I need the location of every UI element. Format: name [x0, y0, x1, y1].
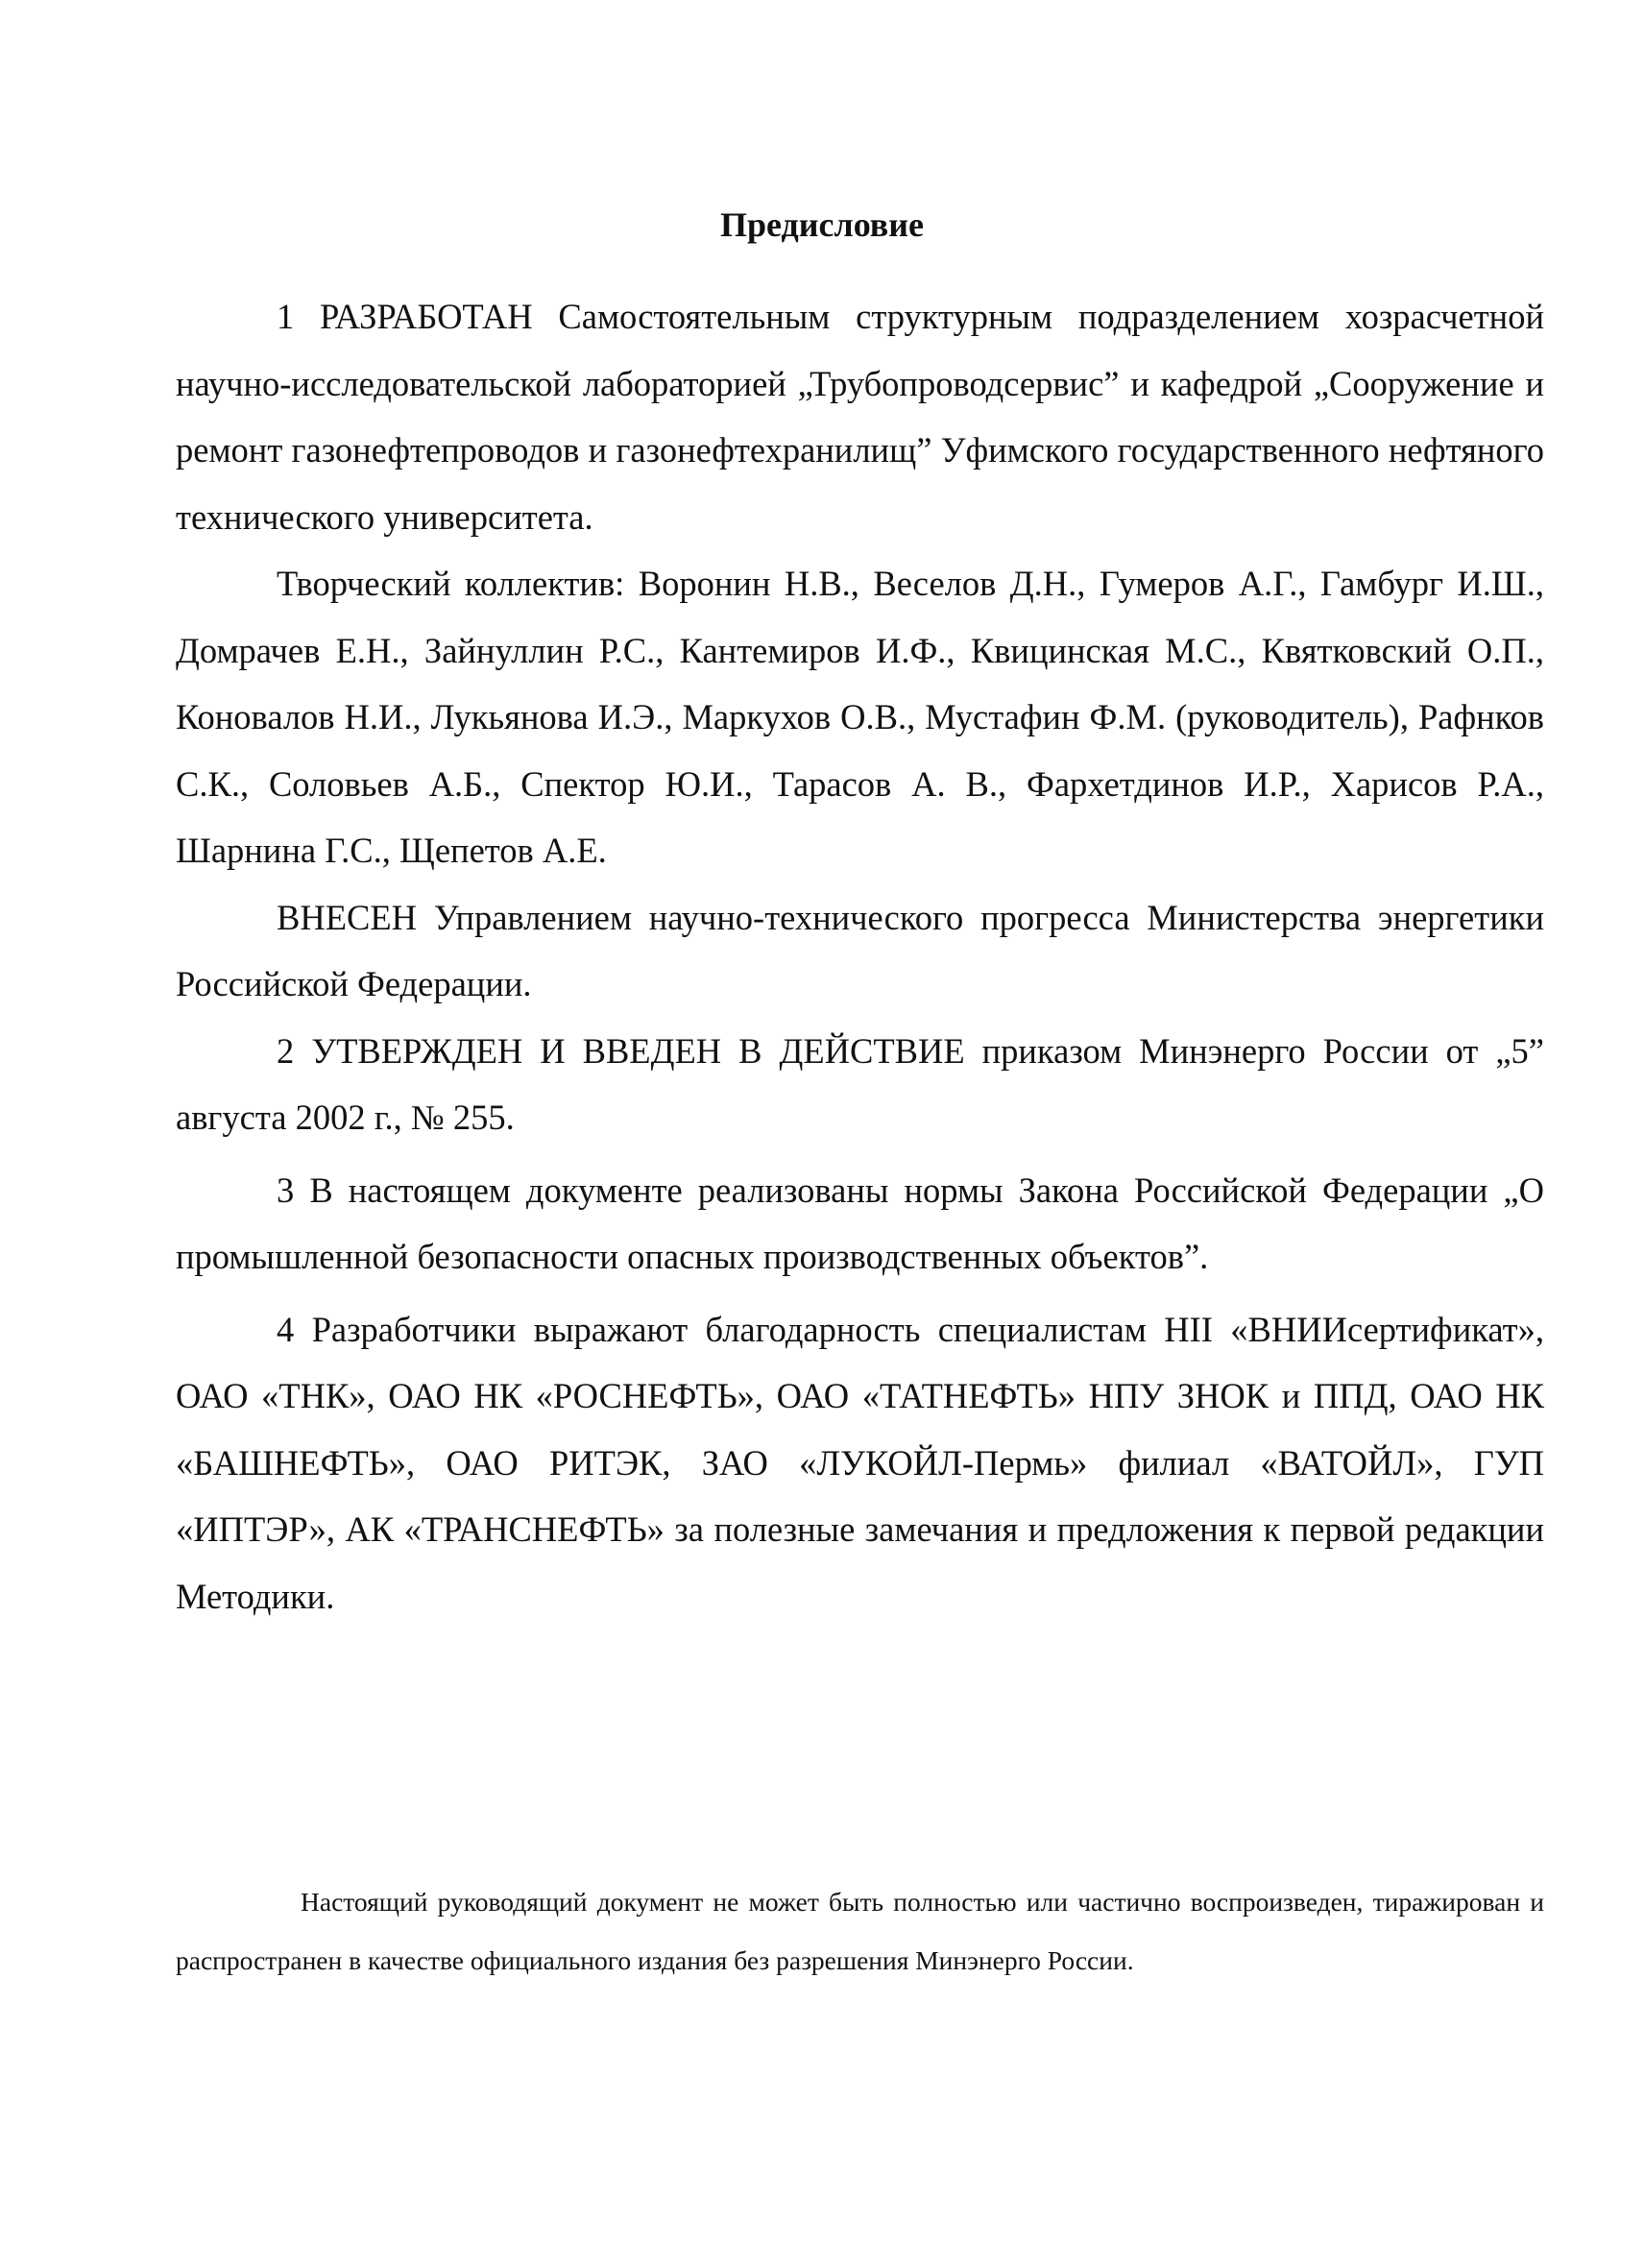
- paragraph-acknowledgements: 4 Разработчики выражают благодарность специалистам НII «ВНИИсертификат», ОАО «ТНК», ОАО НК «РОСНЕФТЬ», ОАО «ТАТНЕФТЬ» НПУ ЗНОК и ППД, ОАО НК «БАШНЕФТЬ», ОАО РИТЭК, ЗАО «ЛУКОЙЛ-Пермь» филиал «ВАТОЙЛ», ГУП «ИПТЭР», АК «ТРАНСНЕФТЬ» за полезные замечания и предложения к первой редакции Методики.: [176, 1309, 1544, 1616]
- paragraph-approved: 2 УТВЕРЖДЕН И ВВЕДЕН В ДЕЙСТВИЕ приказом Минэнерго России от „5” августа 2002 г., № 255.: [176, 1030, 1544, 1137]
- copyright-notice: [176, 1872, 1544, 1990]
- notice-text: Настоящий руководящий документ не может быть полностью или частично воспроизведен, тиражирован и распространен в качестве официального издания без разрешения Минэнерго России.: [176, 1887, 1544, 1975]
- paragraph-developed: 1 РАЗРАБОТАН Самостоятельным структурным подразделением хозрасчетной научно-исследовательской лабораторией „Трубопроводсервис” и кафедрой „Сооружение и ремонт газонефтепроводов и газонефтехранилищ” Уфимского государственного нефтяного технического университета.: [176, 297, 1544, 537]
- paragraph-authors: Творческий коллектив: Воронин Н.В., Веселов Д.Н., Гумеров А.Г., Гамбург И.Ш., Домрачев Е.Н., Зайнуллин Р.С., Кантемиров И.Ф., Квицинская М.С., Квятковский О.П., Коновалов Н.И., Лукьянова И.Э., Маркухов О.В., Мустафин Ф.М. (руководитель), Рафнков С.К., Соловьев А.Б., Спектор Ю.И., Тарасов А. В., Фархетдинов И.Р., Харисов Р.А., Шарнина Г.С., Щепетов А.Е.: [176, 564, 1544, 870]
- paragraph-norms: 3 В настоящем документе реализованы нормы Закона Российской Федерации „О промышленной безопасности опасных производственных объектов”.: [176, 1170, 1544, 1276]
- paragraph-introduced: ВНЕСЕН Управлением научно-технического прогресса Министерства энергетики Российской Федерации.: [176, 897, 1544, 1003]
- page-title: Предисловие: [720, 205, 924, 244]
- preface-body: [176, 283, 1544, 1629]
